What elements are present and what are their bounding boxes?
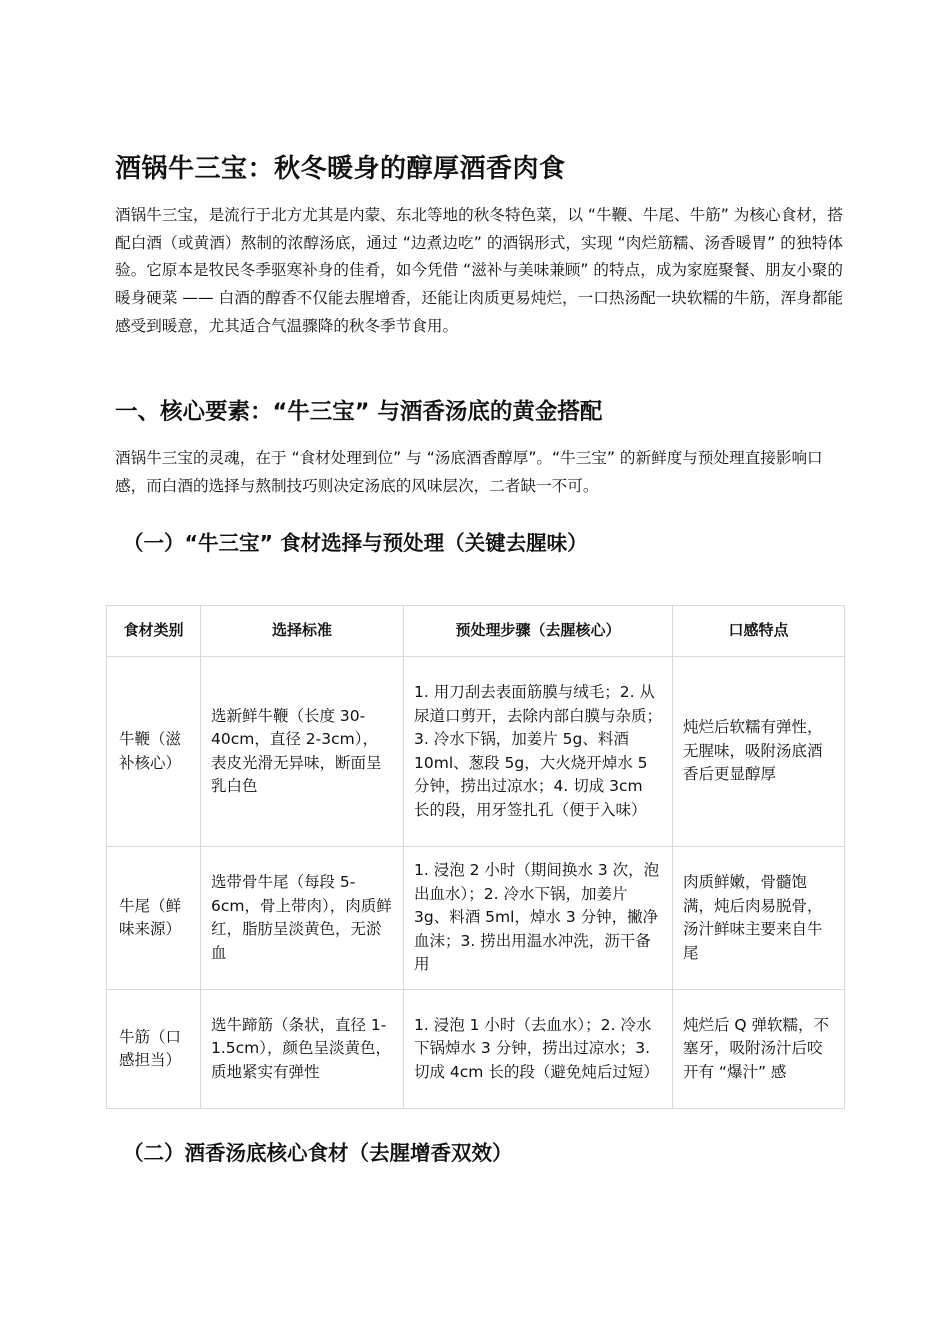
table-row bbox=[107, 847, 845, 990]
table-header-row bbox=[107, 606, 845, 657]
ingredients-table bbox=[106, 605, 845, 1109]
table-header-cell: 口感特点 bbox=[673, 606, 845, 657]
intro-paragraph: 酒锅牛三宝，是流行于北方尤其是内蒙、东北等地的秋冬特色菜，以 “牛鞭、牛尾、牛筋” 为核心食材，搭配白酒（或黄酒）熬制的浓醇汤底，通过 “边煮边吃” 的酒锅形式，实现 “肉烂筋糯、汤香暖胃” 的独特体验。它原本是牧民冬季驱寒补身的佳肴，如今凭借 “滋补与美味兼顾” 的特点，成为家庭聚餐、朋友小聚的暖身硬菜 —— 白酒的醇香不仅能去腥增香，还能让肉质更易炖烂，一口热汤配一块软糯的牛筋，浑身都能感受到暖意，尤其适合气温骤降的秋冬季节食用。 bbox=[115, 206, 843, 335]
standard-cell: 选带骨牛尾（每段 5-6cm，骨上带肉），肉质鲜红，脂肪呈淡黄色，无淤血 bbox=[201, 847, 404, 990]
section-paragraph: 酒锅牛三宝的灵魂，在于 “食材处理到位” 与 “汤底酒香醇厚”。“牛三宝” 的新鲜度与预处理直接影响口感，而白酒的选择与熬制技巧则决定汤底的风味层次，二者缺一不可。 bbox=[115, 449, 823, 495]
table-row bbox=[107, 657, 845, 847]
steps-cell: 1. 浸泡 2 小时（期间换水 3 次，泡出血水）；2. 冷水下锅，加姜片 3g、料酒 5ml，焯水 3 分钟，撇净血沫；3. 捞出用温水冲洗，沥干备用 bbox=[404, 847, 673, 990]
steps-cell: 1. 用刀刮去表面筋膜与绒毛；2. 从尿道口剪开，去除内部白膜与杂质；3. 冷水下锅，加姜片 5g、料酒 10ml、葱段 5g，大火烧开焯水 5 分钟，捞出过凉水；4. 切成 3cm 长的段，用牙签扎孔（便于入味） bbox=[404, 657, 673, 847]
category-cell: 牛鞭（滋补核心） bbox=[107, 657, 201, 847]
table-row bbox=[107, 990, 845, 1109]
texture-cell: 肉质鲜嫩，骨髓饱满，炖后肉易脱骨，汤汁鲜味主要来自牛尾 bbox=[673, 847, 845, 990]
steps-cell: 1. 浸泡 1 小时（去血水）；2. 冷水下锅焯水 3 分钟，捞出过凉水；3. 切成 4cm 长的段（避免炖后过短） bbox=[404, 990, 673, 1109]
standard-cell: 选牛蹄筋（条状，直径 1-1.5cm），颜色呈淡黄色，质地紧实有弹性 bbox=[201, 990, 404, 1109]
section-heading-core-elements: 一、核心要素：“牛三宝” 与酒香汤底的黄金搭配 bbox=[115, 399, 603, 425]
subsection-heading-ingredients: （一）“牛三宝” 食材选择与预处理（关键去腥味） bbox=[123, 531, 588, 555]
page-title: 酒锅牛三宝：秋冬暖身的醇厚酒香肉食 bbox=[115, 154, 566, 184]
category-cell: 牛筋（口感担当） bbox=[107, 990, 201, 1109]
category-cell: 牛尾（鲜味来源） bbox=[107, 847, 201, 990]
table-header-cell: 食材类别 bbox=[107, 606, 201, 657]
subsection-heading-broth: （二）酒香汤底核心食材（去腥增香双效） bbox=[123, 1141, 513, 1165]
table-header-cell: 选择标准 bbox=[201, 606, 404, 657]
texture-cell: 炖烂后软糯有弹性，无腥味，吸附汤底酒香后更显醇厚 bbox=[673, 657, 845, 847]
texture-cell: 炖烂后 Q 弹软糯，不塞牙，吸附汤汁后咬开有 “爆汁” 感 bbox=[673, 990, 845, 1109]
table-header-cell: 预处理步骤（去腥核心） bbox=[404, 606, 673, 657]
standard-cell: 选新鲜牛鞭（长度 30-40cm，直径 2-3cm），表皮光滑无异味，断面呈乳白色 bbox=[201, 657, 404, 847]
